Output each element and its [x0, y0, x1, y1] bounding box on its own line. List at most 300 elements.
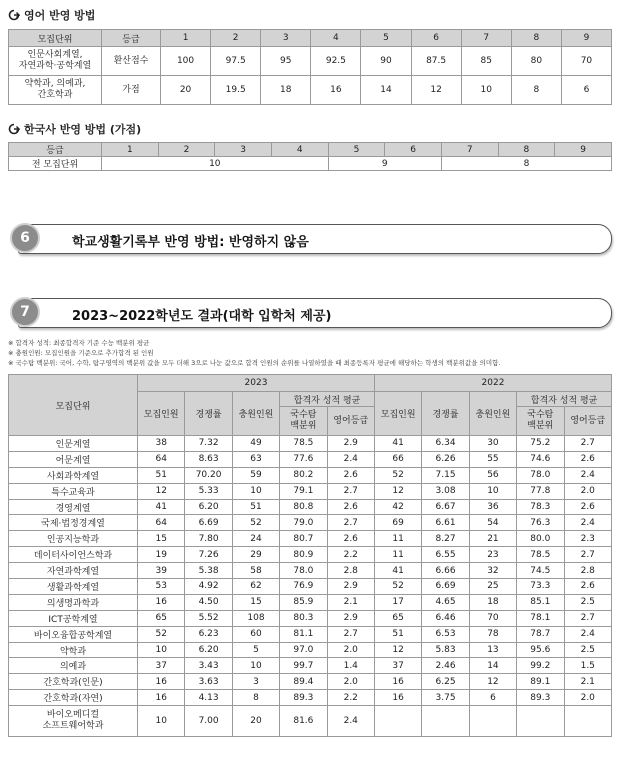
table-cell: 16: [311, 76, 361, 105]
table-row: [9, 47, 612, 76]
table-cell: 37: [138, 658, 185, 674]
history-section-title: 한국사 반영 방법 (가점): [8, 121, 141, 137]
cell-text: ICT공학계열: [48, 614, 98, 625]
cell-text: 백분위: [527, 421, 554, 431]
table-cell: 4.50: [185, 594, 232, 610]
table-cell: 2.6: [564, 451, 611, 467]
column-header: 등급: [102, 30, 161, 47]
table-cell: 78: [469, 626, 516, 642]
table-cell: 77.6: [280, 451, 327, 467]
table-cell: 36: [469, 499, 516, 515]
table-cell: 7.80: [185, 531, 232, 547]
table-cell: 80: [511, 47, 561, 76]
unit-name: [9, 706, 138, 737]
cell-text: 인공지능학과: [46, 535, 100, 546]
table-row: [9, 30, 612, 47]
table-cell: 39: [138, 563, 185, 579]
table-row: [9, 483, 612, 499]
table-cell: 23: [469, 547, 516, 563]
table-row: [9, 674, 612, 690]
table-cell: 18: [469, 594, 516, 610]
table-cell: 108: [232, 610, 279, 626]
table-cell: 6.34: [422, 436, 469, 452]
table-cell: 79.1: [280, 483, 327, 499]
table-cell: 2.6: [564, 499, 611, 515]
cell-text: 소프트웨어학과: [42, 721, 104, 732]
column-header: [280, 407, 327, 436]
column-header: 경쟁률: [422, 392, 469, 436]
table-row: [9, 610, 612, 626]
table-cell: 2.4: [564, 515, 611, 531]
row-label: [9, 47, 102, 76]
row-type: 환산점수: [102, 47, 161, 76]
table-cell: 60: [232, 626, 279, 642]
table-cell: 80.0: [517, 531, 564, 547]
cell-text: 의생명과학과: [46, 598, 100, 609]
table-cell: 3.75: [422, 690, 469, 706]
table-cell: 92.5: [311, 47, 361, 76]
table-cell: 52: [374, 579, 421, 595]
year-header: 2022: [374, 375, 611, 392]
table-cell: 2.7: [564, 547, 611, 563]
table-cell: 51: [138, 467, 185, 483]
column-header: 1: [102, 143, 159, 157]
table-cell: 2.7: [564, 610, 611, 626]
table-cell: 65: [374, 610, 421, 626]
table-cell: 2.8: [327, 563, 374, 579]
cell-text: 간호학과: [37, 90, 73, 100]
table-cell: 2.5: [564, 594, 611, 610]
table-cell: 76.9: [280, 579, 327, 595]
table-cell: 1.5: [564, 658, 611, 674]
table-cell: 18: [261, 76, 311, 105]
column-header: 8: [511, 30, 561, 47]
table-row: [9, 594, 612, 610]
table-cell: 16: [138, 690, 185, 706]
cell-text: 국수탐: [527, 410, 554, 420]
unit-name: [9, 515, 138, 531]
table-cell: 80.8: [280, 499, 327, 515]
table-cell: 6.53: [422, 626, 469, 642]
table-cell: 6: [561, 76, 611, 105]
table-cell: 74.6: [517, 451, 564, 467]
unit-name: [9, 642, 138, 658]
table-cell: 2.0: [564, 690, 611, 706]
table-cell: 70: [561, 47, 611, 76]
table-cell: 89.1: [517, 674, 564, 690]
table-cell: 7.15: [422, 467, 469, 483]
table-cell: 15: [138, 531, 185, 547]
table-row: [9, 375, 612, 392]
table-cell: 81.6: [280, 706, 327, 737]
column-header: 5: [361, 30, 411, 47]
table-cell: 10: [232, 483, 279, 499]
cell-text: 의예과: [59, 662, 87, 673]
table-cell: 2.6: [327, 499, 374, 515]
arrow-circle-icon: [8, 123, 20, 135]
table-cell: 69: [374, 515, 421, 531]
column-header: 9: [561, 30, 611, 47]
cell-text: 영어등급: [333, 415, 369, 426]
table-row: [9, 467, 612, 483]
unit-name: [9, 483, 138, 499]
unit-name: [9, 436, 138, 452]
table-cell: 2.3: [564, 531, 611, 547]
table-cell: 2.6: [327, 467, 374, 483]
table-cell: 20: [232, 706, 279, 737]
table-cell: 30: [469, 436, 516, 452]
column-header: 7: [441, 143, 498, 157]
table-cell: 54: [469, 515, 516, 531]
table-cell: 25: [469, 579, 516, 595]
cell-text: 자연과학·공학계열: [18, 61, 92, 71]
table-cell: 3.08: [422, 483, 469, 499]
cell-text: 백분위: [290, 421, 317, 431]
table-cell: 6.26: [422, 451, 469, 467]
cell-text: 인문계열: [55, 439, 91, 450]
table-cell: 52: [138, 626, 185, 642]
column-header: 등급: [9, 143, 102, 157]
table-cell: 89.4: [280, 674, 327, 690]
table-cell: 11: [374, 547, 421, 563]
table-cell: 2.4: [564, 467, 611, 483]
table-cell: 2.6: [327, 531, 374, 547]
cell-text: 사회과학계열: [46, 471, 100, 482]
unit-name: [9, 499, 138, 515]
table-cell: 12: [411, 76, 461, 105]
table-cell: 97.5: [211, 47, 261, 76]
table-cell: 2.1: [327, 594, 374, 610]
table-cell: 78.5: [280, 436, 327, 452]
table-cell: 10: [461, 76, 511, 105]
table-cell: 12: [138, 483, 185, 499]
table-cell: 29: [232, 547, 279, 563]
cell-text: 간호학과(자연): [43, 694, 103, 705]
column-header: 2: [158, 143, 215, 157]
table-row: [9, 436, 612, 452]
table-cell: 7.00: [185, 706, 232, 737]
table-cell: 74.5: [517, 563, 564, 579]
table-cell: 95: [261, 47, 311, 76]
table-cell: 78.0: [280, 563, 327, 579]
cell-text: 생활과학계열: [46, 582, 100, 593]
column-header: [564, 407, 611, 436]
table-cell: 10: [138, 642, 185, 658]
table-cell: 19: [138, 547, 185, 563]
table-row: [9, 547, 612, 563]
unit-name: [9, 594, 138, 610]
table-cell: 2.4: [327, 706, 374, 737]
table-cell: 65: [138, 610, 185, 626]
table-cell: 32: [469, 563, 516, 579]
cell-text: 약학과, 의예과,: [24, 79, 86, 89]
table-cell: 11: [374, 531, 421, 547]
unit-name: [9, 674, 138, 690]
table-cell: 24: [232, 531, 279, 547]
table-cell: 97.0: [280, 642, 327, 658]
section-number-badge: 7: [10, 297, 40, 327]
table-cell: 85: [461, 47, 511, 76]
unit-name: [9, 531, 138, 547]
table-cell: 8.27: [422, 531, 469, 547]
table-cell: 4.92: [185, 579, 232, 595]
table-row: [9, 563, 612, 579]
table-cell: 53: [138, 579, 185, 595]
table-cell: 12: [469, 674, 516, 690]
table-cell: 1.4: [327, 658, 374, 674]
table-cell: 59: [232, 467, 279, 483]
table-cell: 5.38: [185, 563, 232, 579]
unit-name: [9, 563, 138, 579]
column-header: 8: [498, 143, 555, 157]
table-cell: 2.46: [422, 658, 469, 674]
table-cell: 87.5: [411, 47, 461, 76]
column-header: 3: [261, 30, 311, 47]
table-row: [9, 579, 612, 595]
table-cell: 3.43: [185, 658, 232, 674]
column-header: 5: [328, 143, 385, 157]
table-cell: 37: [374, 658, 421, 674]
table-cell: [469, 706, 516, 737]
table-cell: 89.3: [517, 690, 564, 706]
table-cell: 7.26: [185, 547, 232, 563]
table-cell: 55: [469, 451, 516, 467]
table-row: [9, 531, 612, 547]
table-cell: 6.20: [185, 642, 232, 658]
column-header: 경쟁률: [185, 392, 232, 436]
table-cell: 15: [232, 594, 279, 610]
table-row: [9, 451, 612, 467]
column-header: 충원인원: [469, 392, 516, 436]
table-cell: 20: [161, 76, 211, 105]
table-cell: 80.7: [280, 531, 327, 547]
table-cell: 6.55: [422, 547, 469, 563]
table-cell: 63: [232, 451, 279, 467]
table-cell: 6.66: [422, 563, 469, 579]
table-cell: 80.9: [280, 547, 327, 563]
table-cell: 16: [374, 674, 421, 690]
column-header: 2: [211, 30, 261, 47]
unit-name: [9, 658, 138, 674]
table-cell: 51: [374, 626, 421, 642]
table-cell: 4.65: [422, 594, 469, 610]
table-cell: 14: [469, 658, 516, 674]
table-cell: 2.5: [564, 642, 611, 658]
table-row: [9, 706, 612, 737]
row-label: [9, 76, 102, 105]
row-label: 전 모집단위: [9, 157, 102, 171]
cell-text: 국수탐: [290, 410, 317, 420]
table-cell: 2.6: [564, 579, 611, 595]
table-cell: 99.2: [517, 658, 564, 674]
table-cell: 3: [232, 674, 279, 690]
table-cell: 81.1: [280, 626, 327, 642]
arrow-circle-icon: [8, 9, 20, 21]
table-cell: 6.67: [422, 499, 469, 515]
cell-text: 영어등급: [570, 415, 606, 426]
table-cell: 2.9: [327, 436, 374, 452]
cell-text: 인문사회계열,: [27, 50, 83, 60]
table-cell: 38: [138, 436, 185, 452]
table-cell: 12: [374, 642, 421, 658]
table-cell: 78.5: [517, 547, 564, 563]
table-cell: 2.8: [564, 563, 611, 579]
column-header: 4: [311, 30, 361, 47]
table-row: [9, 515, 612, 531]
table-cell: 99.7: [280, 658, 327, 674]
cell-text: 경영계열: [55, 503, 91, 514]
table-row: [9, 690, 612, 706]
table-row: [9, 143, 612, 157]
table-cell: 10: [138, 706, 185, 737]
column-header: [517, 407, 564, 436]
table-cell: [422, 706, 469, 737]
table-cell: 78.3: [517, 499, 564, 515]
table-cell: 2.1: [564, 674, 611, 690]
table-cell: 6.69: [185, 515, 232, 531]
table-cell: 76.3: [517, 515, 564, 531]
table-cell: 17: [374, 594, 421, 610]
table-row: [9, 157, 612, 171]
table-cell: 2.4: [327, 451, 374, 467]
column-header: 4: [271, 143, 328, 157]
table-cell: 8.63: [185, 451, 232, 467]
table-cell: 64: [138, 515, 185, 531]
table-row: [9, 499, 612, 515]
cell-text: 약학과: [59, 646, 87, 657]
cell-text: 자연과학계열: [46, 567, 100, 578]
section-7-title: 2023~2022학년도 결과(대학 입학처 제공): [72, 309, 332, 324]
table-cell: 66: [374, 451, 421, 467]
table-row: [9, 642, 612, 658]
table-cell: 79.0: [280, 515, 327, 531]
table-cell: 78.0: [517, 467, 564, 483]
table-cell: 8: [441, 157, 611, 171]
table-cell: 2.0: [327, 642, 374, 658]
table-cell: 6: [469, 690, 516, 706]
table-cell: 56: [469, 467, 516, 483]
table-cell: 7.32: [185, 436, 232, 452]
note-line: ※ 합격자 성적: 최종합격자 기준 수능 백분위 평균: [8, 339, 150, 347]
table-cell: 4.13: [185, 690, 232, 706]
table-row: [9, 626, 612, 642]
table-cell: 3.63: [185, 674, 232, 690]
column-header: 모집인원: [374, 392, 421, 436]
table-cell: 80.3: [280, 610, 327, 626]
row-type: 가점: [102, 76, 161, 105]
cell-text: 바이오융합공학계열: [33, 630, 113, 641]
table-cell: 2.7: [327, 483, 374, 499]
table-cell: 8: [232, 690, 279, 706]
table-cell: 95.6: [517, 642, 564, 658]
unit-name: [9, 467, 138, 483]
cell-text: 국제·법정경계열: [41, 519, 105, 530]
table-cell: 80.2: [280, 467, 327, 483]
english-table: [8, 29, 612, 105]
column-header: 모집단위: [9, 30, 102, 47]
table-cell: 78.1: [517, 610, 564, 626]
column-header: 6: [385, 143, 442, 157]
unit-name: [9, 626, 138, 642]
cell-text: 어문계열: [55, 455, 91, 466]
table-cell: 6.20: [185, 499, 232, 515]
table-cell: 8: [511, 76, 561, 105]
table-cell: 16: [138, 594, 185, 610]
column-header: [327, 407, 374, 436]
table-cell: 89.3: [280, 690, 327, 706]
table-cell: 70.20: [185, 467, 232, 483]
cell-text: 특수교육과: [51, 487, 95, 498]
table-cell: 49: [232, 436, 279, 452]
table-cell: 2.4: [564, 626, 611, 642]
section-number-badge: 6: [10, 223, 40, 253]
note-line: ※ 충원인원: 모집인원을 기준으로 추가합격 된 인원: [8, 349, 154, 357]
table-cell: 2.0: [564, 483, 611, 499]
table-cell: 64: [138, 451, 185, 467]
section-6-banner: [10, 224, 612, 254]
table-cell: 2.0: [327, 674, 374, 690]
table-cell: 58: [232, 563, 279, 579]
table-cell: 90: [361, 47, 411, 76]
table-cell: 75.2: [517, 436, 564, 452]
table-cell: 62: [232, 579, 279, 595]
column-header: 합격자 성적 평균: [280, 392, 375, 407]
table-cell: 6.61: [422, 515, 469, 531]
table-cell: 52: [374, 467, 421, 483]
table-cell: 5.52: [185, 610, 232, 626]
table-cell: [374, 706, 421, 737]
column-header: 1: [161, 30, 211, 47]
unit-name: [9, 610, 138, 626]
table-cell: 10: [232, 658, 279, 674]
table-cell: 6.69: [422, 579, 469, 595]
table-cell: 6.23: [185, 626, 232, 642]
table-cell: 85.1: [517, 594, 564, 610]
table-cell: 77.8: [517, 483, 564, 499]
table-cell: 41: [374, 436, 421, 452]
table-cell: 2.2: [327, 547, 374, 563]
table-cell: [564, 706, 611, 737]
table-cell: 41: [138, 499, 185, 515]
table-cell: 51: [232, 499, 279, 515]
table-cell: 16: [374, 690, 421, 706]
history-table: [8, 142, 612, 171]
table-cell: 42: [374, 499, 421, 515]
cell-text: 바이오메디컬: [46, 710, 100, 721]
unit-name: [9, 690, 138, 706]
table-cell: 5.33: [185, 483, 232, 499]
column-header: 모집인원: [138, 392, 185, 436]
notes: [8, 338, 614, 368]
note-line: ※ 국수탐 백분위: 국어, 수학, 탐구영역의 백분위 값을 모두 더해 3으로 나눈 값으로 합격 인원의 순위를 나열하였을 때 최종등록자 평균에 해당하는 학생의 백분위값을 의미함.: [8, 359, 501, 367]
column-header: 7: [461, 30, 511, 47]
table-cell: 78.7: [517, 626, 564, 642]
column-header: 6: [411, 30, 461, 47]
english-section-title: 영어 반영 방법: [8, 7, 95, 23]
column-header: 모집단위: [9, 375, 138, 436]
table-cell: 13: [469, 642, 516, 658]
unit-name: [9, 451, 138, 467]
table-cell: 2.7: [327, 515, 374, 531]
table-cell: 73.3: [517, 579, 564, 595]
cell-text: 간호학과(인문): [43, 678, 103, 689]
table-cell: 6.25: [422, 674, 469, 690]
column-header: 충원인원: [232, 392, 279, 436]
table-cell: 2.9: [327, 610, 374, 626]
year-header: 2023: [138, 375, 375, 392]
table-cell: 16: [138, 674, 185, 690]
table-cell: 70: [469, 610, 516, 626]
